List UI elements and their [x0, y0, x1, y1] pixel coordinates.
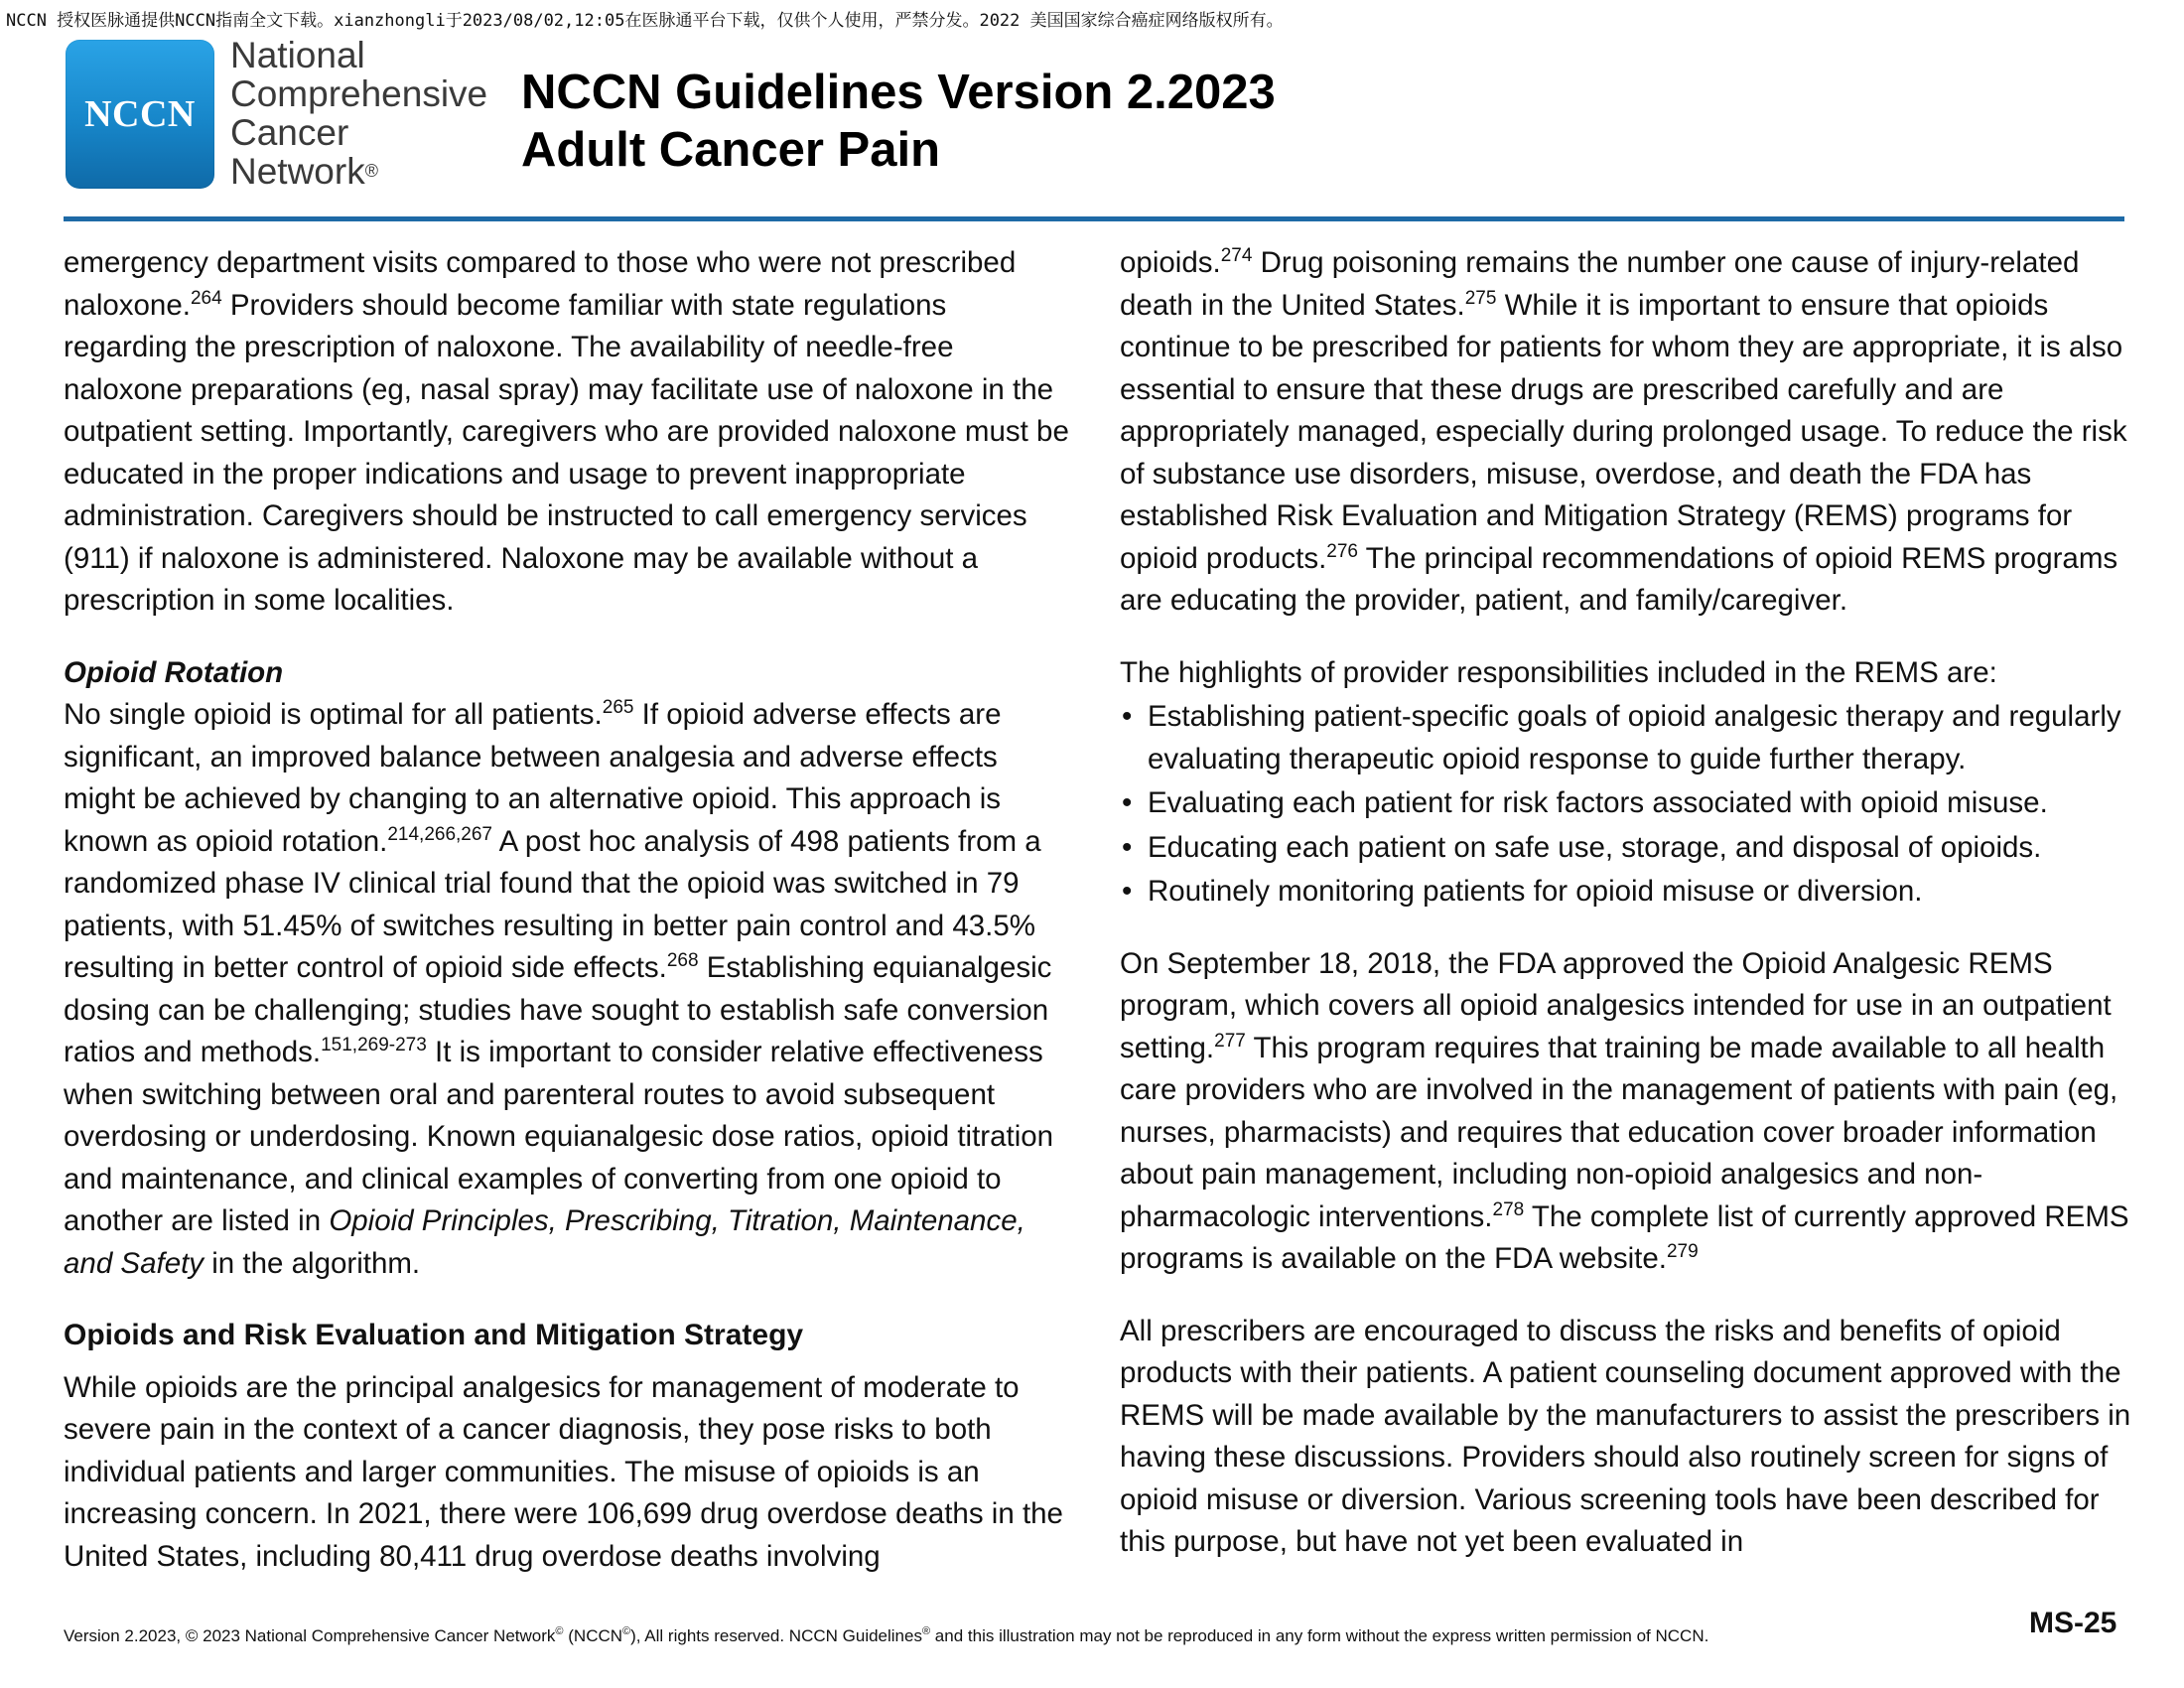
right-column — [1120, 242, 2132, 1564]
paragraph-highlights-intro: The highlights of provider responsibilities included in the REMS are: — [1120, 655, 1997, 689]
citation: 265 — [602, 697, 634, 718]
paragraph-naloxone — [64, 242, 1076, 623]
citation: 279 — [1666, 1241, 1699, 1262]
text-run: (NCCN — [563, 1626, 623, 1645]
org-line-3: Cancer — [230, 112, 349, 153]
citation: 264 — [190, 287, 222, 309]
copyright-mark: © — [555, 1625, 564, 1637]
text-run: A post hoc analysis of 498 patients from a randomized phase IV clinical trial found that the opioid was switched in 79 patients, with 51.45% of switches resulting in better pain control and 43.5% resulting in better control of opioid side effects. — [64, 824, 1041, 984]
text-run: It is important to consider relative effectiveness when switching between oral and parenteral routes to avoid subsequent overdosing or underdosing. Known equianalgesic dose ratios, opioid titration and maintenance, and clinical examples of converting from one opioid to another are listed in — [64, 1036, 1054, 1237]
paragraph-opioid-rotation — [64, 694, 1076, 1285]
text-run: Establishing equianalgesic dosing can be challenging; studies have sought to establish safe conversion ratios and methods. — [64, 951, 1052, 1068]
text-run: in the algorithm. — [204, 1246, 421, 1280]
copyright-footer — [64, 1626, 1708, 1646]
org-line-4-text: Network — [230, 151, 365, 192]
list-item: • Establishing patient-specific goals of opioid analgesic therapy and regularly evaluating therapeutic opioid response to guide further therapy. — [1120, 696, 2132, 780]
citation: 278 — [1492, 1198, 1525, 1220]
text-run: and this illustration may not be reproduced in any form without the express written permission of NCCN. — [930, 1626, 1709, 1645]
paragraph-fda-rems — [1120, 242, 2132, 623]
citation: 276 — [1326, 540, 1358, 562]
text-run: opioids. — [1120, 246, 1221, 279]
algorithm-reference: Opioid Principles, Prescribing, Titration, Maintenance, and Safety — [64, 1204, 1025, 1280]
title-line-1: NCCN Guidelines Version 2.2023 — [521, 66, 1276, 119]
header-divider — [64, 216, 2124, 221]
text-run: While it is important to ensure that opioids continue to be prescribed for patients for whom they are appropriate, it is also essential to ensure that these drugs are prescribed carefully and are appropriately managed, especially during prolonged usage. To reduce the risk of substance use disorders, misuse, overdose, and death the FDA has established Risk Evaluation and Mitigation Strategy (REMS) programs for opioid products. — [1120, 288, 2127, 575]
document-title — [521, 64, 1276, 179]
rems-responsibilities-list — [1120, 696, 2132, 914]
citation: 277 — [1214, 1030, 1246, 1052]
text-run: This program requires that training be made available to all health care providers who are involved in the management of patients with pain (eg, nurses, pharmacists) and requires that education cover broader information about pain management, including non-opioid analgesics and non-pharmacologic interventions. — [1120, 1031, 2118, 1233]
citation: 214,266,267 — [387, 823, 493, 845]
text-run: No single opioid is optimal for all patients. — [64, 698, 603, 731]
nccn-logo — [66, 40, 214, 189]
citation: 151,269-273 — [321, 1035, 427, 1055]
text-run: emergency department visits compared to those who were not prescribed naloxone. — [64, 246, 1017, 322]
text-run: The principal recommendations of opioid REMS programs are educating the provider, patient, and family/caregiver. — [1120, 541, 2118, 617]
text-run: On September 18, 2018, the FDA approved the Opioid Analgesic REMS program, which covers all opioid analgesics intended for use in an outpatient setting. — [1120, 946, 2112, 1064]
citation: 268 — [666, 950, 699, 971]
text-run: Drug poisoning remains the number one cause of injury-related death in the United States. — [1120, 246, 2080, 322]
citation: 275 — [1464, 287, 1497, 309]
paragraph-prescribers: All prescribers are encouraged to discuss the risks and benefits of opioid products with their patients. A patient counseling document approved with the REMS will be made available by the manufacturers to assist the prescribers in having these discussions. Providers should also routinely screen for signs of opioid misuse or diversion. Various screening tools have been described for this purpose, but have not yet been evaluated in — [1120, 1314, 2131, 1558]
title-line-2: Adult Cancer Pain — [521, 123, 941, 177]
text-run: The complete list of currently approved REMS programs is available on the FDA website. — [1120, 1199, 2129, 1275]
text-run: ), All rights reserved. NCCN Guidelines — [630, 1626, 922, 1645]
registered-mark: ® — [364, 161, 378, 181]
text-run: Providers should become familiar with state regulations regarding the prescription of naloxone. The availability of needle-free naloxone preparations (eg, nasal spray) may facilitate use of naloxone in the outpatient setting. Importantly, caregivers who are provided naloxone must be educated in the proper indications and usage to prevent inappropriate administration. Caregivers should be instructed to call emergency services (911) if naloxone is administered. Naloxone may be available without a prescription in some localities. — [64, 288, 1069, 617]
citation: 274 — [1220, 245, 1253, 266]
copyright-mark: © — [622, 1625, 631, 1637]
page-number: MS-25 — [2029, 1607, 2117, 1639]
organization-name — [230, 36, 487, 191]
heading-opioid-rotation: Opioid Rotation — [64, 655, 284, 689]
paragraph-rems-approval — [1120, 943, 2132, 1281]
download-watermark: NCCN 授权医脉通提供NCCN指南全文下载。xianzhongli于2023/08/02,12:05在医脉通平台下载，仅供个人使用，严禁分发。2022 美国国家综合癌症网络版权所有。 — [6, 11, 1284, 31]
list-item: • Routinely monitoring patients for opioid misuse or diversion. — [1120, 871, 2132, 914]
text-run: Version 2.2023, © 2023 National Comprehensive Cancer Network — [64, 1626, 556, 1645]
org-line-2: Comprehensive — [230, 73, 488, 114]
list-item: • Educating each patient on safe use, storage, and disposal of opioids. — [1120, 827, 2132, 870]
left-column — [64, 242, 1076, 1578]
list-item: • Evaluating each patient for risk factors associated with opioid misuse. — [1120, 782, 2132, 825]
logo-text: NCCN — [84, 93, 196, 135]
org-line-4 — [230, 152, 487, 191]
paragraph-opioid-risks: While opioids are the principal analgesics for management of moderate to severe pain in the context of a cancer diagnosis, they pose risks to both individual patients and larger communities. The misuse of opioids is an increasing concern. In 2021, there were 106,699 drug overdose deaths in the United States, including 80,411 drug overdose deaths involving — [64, 1370, 1063, 1573]
heading-rems: Opioids and Risk Evaluation and Mitigation Strategy — [64, 1319, 804, 1351]
text-run: If opioid adverse effects are significant, an improved balance between analgesia and adverse effects might be achieved by changing to an alternative opioid. This approach is known as opioid rotation. — [64, 698, 1002, 858]
org-line-1: National — [230, 35, 365, 75]
registered-mark: ® — [921, 1625, 931, 1637]
